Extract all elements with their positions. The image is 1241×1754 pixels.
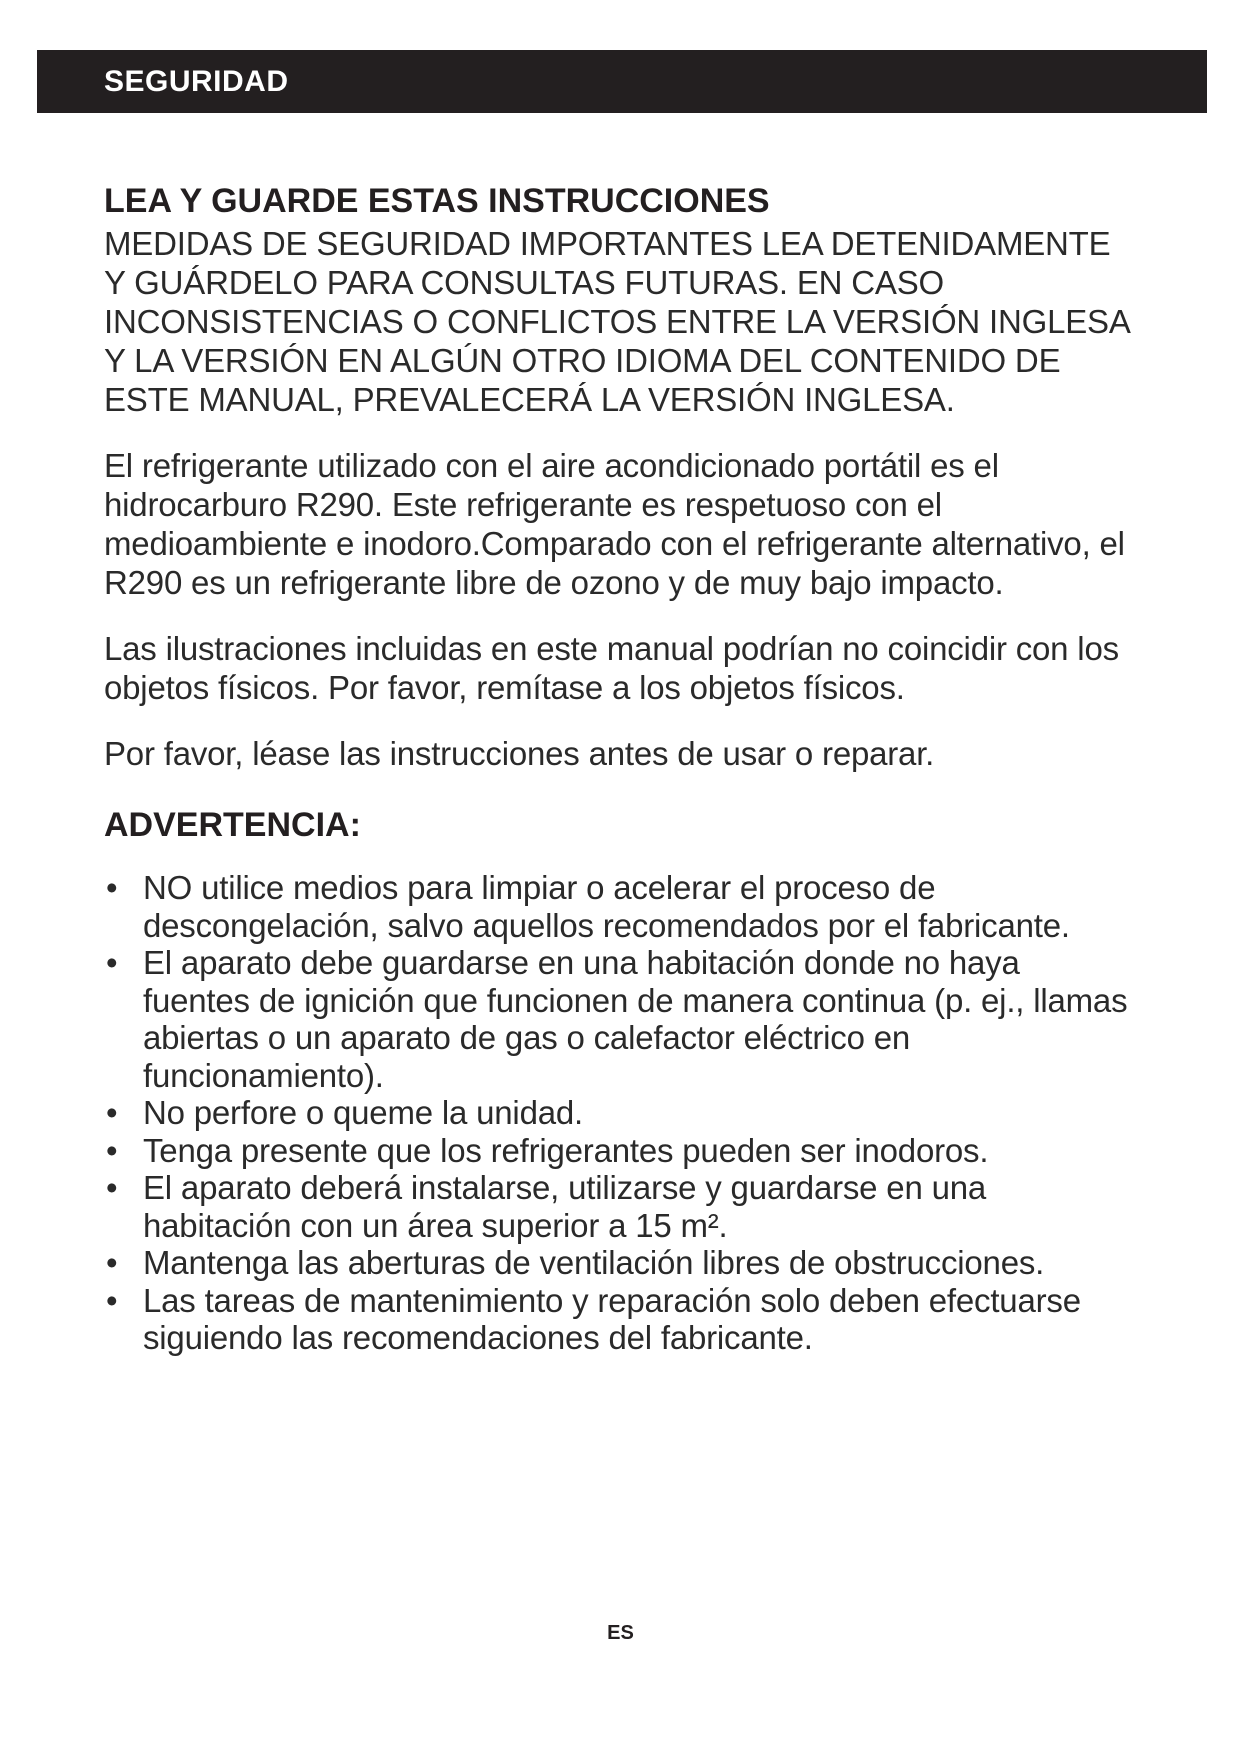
main-heading: LEA Y GUARDE ESTAS INSTRUCCIONES [104,182,770,220]
warning-text: Mantenga las aberturas de ventilación libres de obstrucciones. [143,1244,1045,1281]
warning-text: Tenga presente que los refrigerantes pueden ser inodoros. [143,1131,989,1169]
warning-text: El aparato deberá instalarse, utilizarse y guardarse en una habitación con un área superior a 15 m². [143,1169,987,1244]
bullet-icon: • [106,1094,118,1131]
warning-text: No perfore o queme la unidad. [143,1094,583,1131]
page-content [104,178,1134,1357]
list-item [104,1282,1134,1357]
safety-notice: MEDIDAS DE SEGURIDAD IMPORTANTES LEA DETENIDAMENTE Y GUÁRDELO PARA CONSULTAS FUTURAS. EN CASO INCONSISTENCIAS O CONFLICTOS ENTRE LA VERSIÓN INGLESA Y LA VERSIÓN EN ALGÚN OTRO IDIOMA DEL CONTENIDO DE ESTE MANUAL, PREVALECERÁ LA VERSIÓN INGLESA. [104,225,1129,418]
bullet-icon: • [106,1169,118,1206]
list-item [104,944,1134,1094]
warning-list [104,869,1134,1357]
bullet-icon: • [106,1244,118,1281]
section-title: SEGURIDAD [104,65,289,98]
refrigerant-paragraph: El refrigerante utilizado con el aire acondicionado portátil es el hidrocarburo R290. Este refrigerante es respetuoso con el medioambiente e inodoro.Comparado con el refrigerante alternativo, el R290 es un refrigerante libre de ozono y de muy bajo impacto. [104,447,1125,601]
list-item [104,869,1134,944]
list-item [104,1169,1134,1244]
illustrations-paragraph: Las ilustraciones incluidas en este manual podrían no coincidir con los objetos físicos. Por favor, remítase a los objetos físicos. [104,630,1119,706]
warning-text: El aparato debe guardarse en una habitación donde no haya fuentes de ignición que funcionen de manera continua (p. ej., llamas abiertas o un aparato de gas o calefactor eléctrico en funcionamiento). [143,944,1128,1094]
bullet-icon: • [106,944,118,981]
list-item [104,1094,1134,1132]
warning-heading: ADVERTENCIA: [104,806,361,844]
bullet-icon: • [106,869,118,906]
language-code: ES [607,1622,634,1644]
section-header-bar [37,50,1207,113]
read-instructions-paragraph: Por favor, léase las instrucciones antes de usar o reparar. [104,735,935,772]
warning-text: Las tareas de mantenimiento y reparación solo deben efectuarse siguiendo las recomendaciones del fabricante. [143,1281,1081,1356]
bullet-icon: • [106,1281,118,1319]
list-item [104,1244,1134,1282]
list-item [104,1132,1134,1170]
warning-text: NO utilice medios para limpiar o acelerar el proceso de descongelación, salvo aquellos recomendados por el fabricante. [143,869,1070,944]
bullet-icon: • [106,1131,118,1169]
